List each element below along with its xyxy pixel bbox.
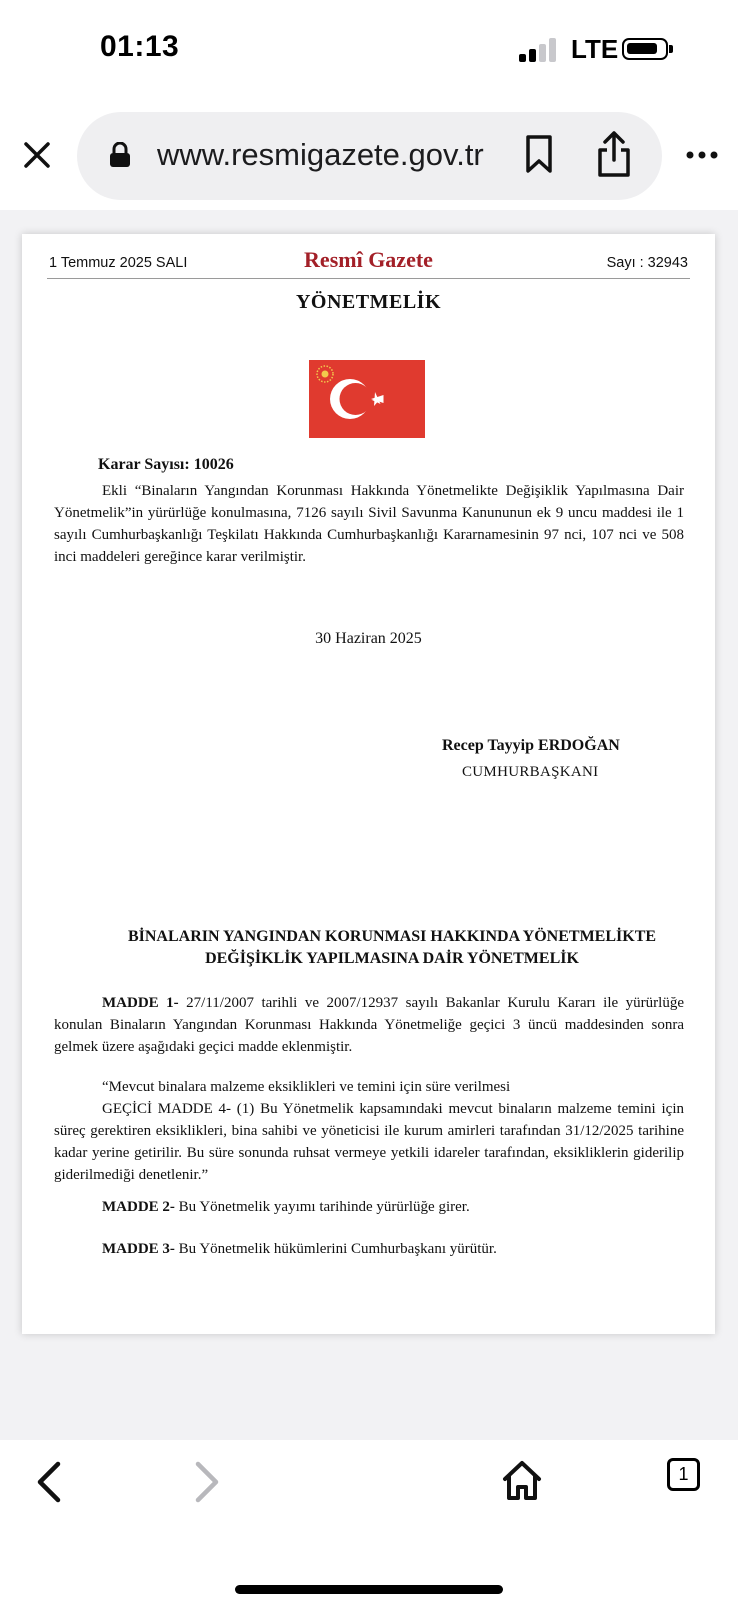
regulation-title [92, 926, 692, 970]
browser-toolbar [0, 100, 738, 210]
turkish-flag-icon [309, 360, 425, 438]
article-2-text: Bu Yönetmelik yayımı tarihinde yürürlüğe girer. [174, 1199, 470, 1215]
share-icon[interactable] [596, 130, 632, 178]
article-2 [102, 1196, 470, 1218]
back-arrow-icon[interactable] [32, 1460, 66, 1504]
clock: 01:13 [100, 30, 180, 63]
browser-bottom-bar [0, 1440, 738, 1600]
article-2-label: MADDE 2- [102, 1199, 175, 1215]
issue-number: Sayı : 32943 [606, 255, 688, 271]
gazette-title: Resmî Gazete [304, 247, 433, 272]
battery-icon [622, 38, 668, 60]
article-1-label: MADDE 1- [102, 995, 179, 1011]
more-options-icon[interactable] [686, 150, 718, 160]
signatory-title: CUMHURBAŞKANI [462, 764, 599, 780]
article-1 [54, 992, 684, 1058]
decision-date: 30 Haziran 2025 [315, 630, 422, 647]
tabs-button[interactable]: 1 [667, 1458, 700, 1491]
section-title: YÖNETMELİK [295, 291, 442, 313]
gazette-page [22, 234, 715, 1334]
close-icon[interactable] [22, 140, 52, 170]
forward-arrow-icon[interactable] [190, 1460, 224, 1504]
home-indicator[interactable] [235, 1585, 503, 1594]
decision-number: Karar Sayısı: 10026 [98, 456, 234, 473]
decision-text: Ekli “Binaların Yangından Korunması Hakkında Yönetmelikte Değişiklik Yapılmasına Dair Yönetmelik”in yürürlüğe konulmasına, 7126 sayılı Sivil Savunma Kanununun ek 9 uncu maddesi ile 1 sayılı Cumhurbaşkanlığı Teşkilatı Hakkında Cumhurbaşkanlığı Kararnamesinin 97 nci, 107 nci ve 508 inci maddeleri gereğince karar verilmiştir. [54, 483, 684, 565]
cellular-signal-icon [519, 38, 559, 62]
article-1-text: 27/11/2007 tarihli ve 2007/12937 sayılı Bakanlar Kurulu Kararı ile yürürlüğe konulan Binaların Yangından Korunması Hakkında Yönetmeliğe geçici 3 üncü maddesinden sonra gelmek üzere aşağıdaki geçici madde eklenmiştir. [54, 995, 684, 1055]
article-3 [102, 1238, 497, 1260]
lock-icon [109, 142, 131, 168]
article-3-label: MADDE 3- [102, 1241, 175, 1257]
regulation-title-line2: DEĞİŞİKLİK YAPILMASINA DAİR YÖNETMELİK [205, 950, 579, 967]
header-divider [47, 278, 690, 279]
status-bar [0, 0, 738, 100]
signatory-name: Recep Tayyip ERDOĞAN [442, 737, 620, 754]
provisional-article-heading: “Mevcut binalara malzeme eksiklikleri ve temini için süre verilmesi [102, 1079, 511, 1095]
provisional-article-text: GEÇİCİ MADDE 4- (1) Bu Yönetmelik kapsamındaki mevcut binaların malzeme temini için süreç gerektiren eksiklikleri, bina sahibi ve yöneticisi ile kurum amirleri tarafından 31/12/2025 tarihine kadar yerine getirilir. Bu süre sonunda ruhsat vermeye yetkili idareler tarafından, eksikliklerin giderilip giderilmediği denetlenir.” [54, 1101, 684, 1183]
issue-date: 1 Temmuz 2025 SALI [49, 255, 188, 271]
bookmark-icon[interactable] [524, 134, 554, 174]
regulation-title-line1: BİNALARIN YANGINDAN KORUNMASI HAKKINDA YÖNETMELİKTE [127, 928, 657, 945]
network-type: LTE [571, 34, 619, 64]
url-text[interactable]: www.resmigazete.gov.tr [157, 137, 484, 172]
article-3-text: Bu Yönetmelik hükümlerini Cumhurbaşkanı yürütür. [174, 1241, 497, 1257]
home-icon[interactable] [500, 1458, 544, 1502]
